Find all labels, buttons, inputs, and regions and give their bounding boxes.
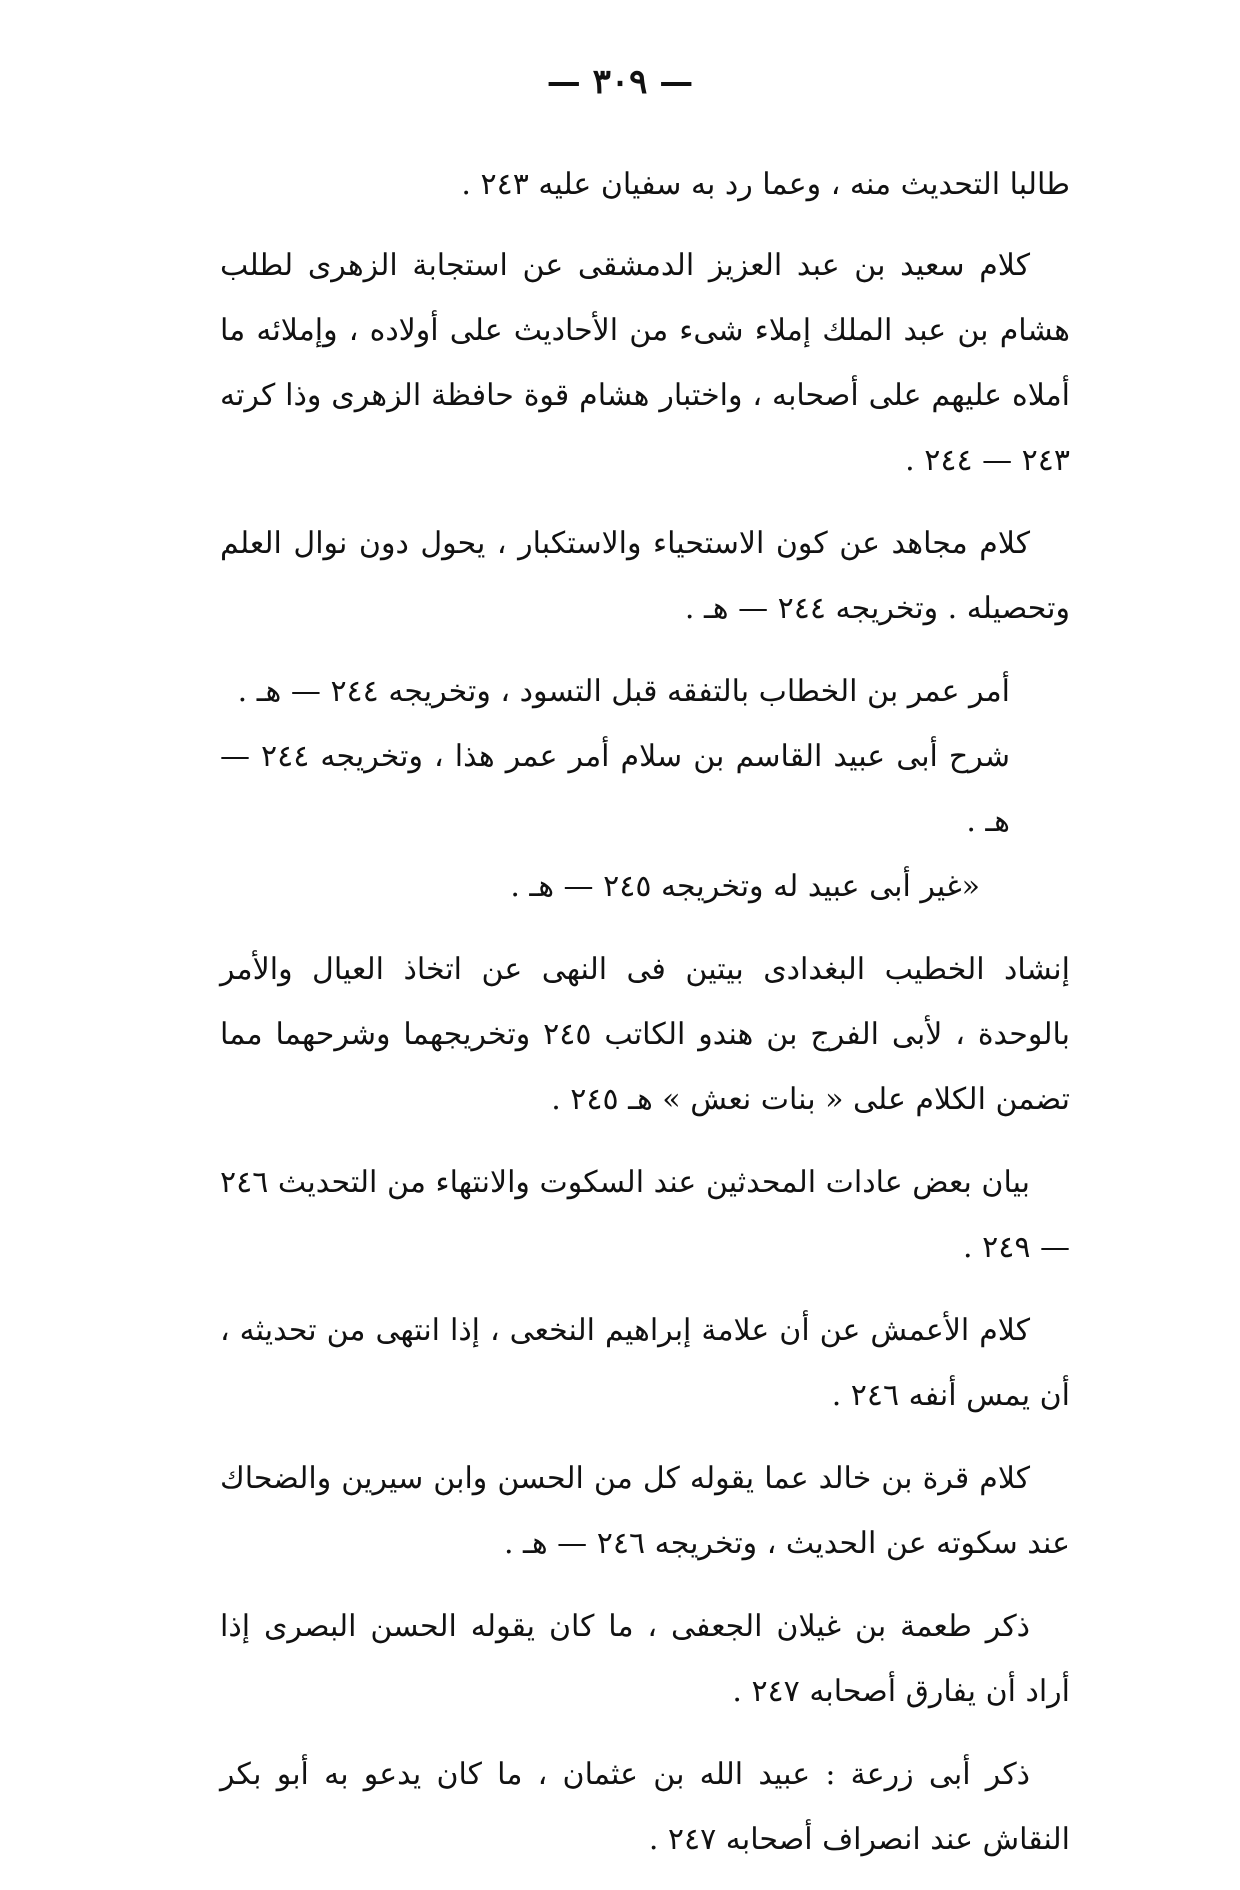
entry-amash: كلام الأعمش عن أن علامة إبراهيم النخعى ، إذا انتهى من تحديثه ، أن يمس أنفه ٢٤٦ .: [220, 1313, 1070, 1413]
entry-abu-zura: ذكر أبى زرعة : عبيد الله بن عثمان ، ما كان يدعو به أبو بكر النقاش عند انصراف أصحابه ٢٤٧ .: [220, 1757, 1070, 1857]
entry-other-than-abu-ubaid: «غير أبى عبيد له وتخريجه ٢٤٥ — هـ .: [510, 869, 980, 904]
entry-mujahid: كلام مجاهد عن كون الاستحياء والاستكبار ، يحول دون نوال العلم وتحصيله . وتخريجه ٢٤٤ — هـ .: [220, 526, 1070, 626]
entry-abu-ubaid: شرح أبى عبيد القاسم بن سلام أمر عمر هذا ، وتخريجه ٢٤٤ — هـ .: [220, 739, 1010, 839]
page-number: — ٣٠٩ —: [546, 62, 694, 102]
entry-muhaddithin-habits: بيان بعض عادات المحدثين عند السكوت والانتهاء من التحديث ٢٤٦ — ٢٤٩ .: [220, 1165, 1070, 1265]
entry-umar: أمر عمر بن الخطاب بالتفقه قبل التسود ، وتخريجه ٢٤٤ — هـ .: [237, 674, 1010, 709]
entry-said-zuhri: كلام سعيد بن عبد العزيز الدمشقى عن استجابة الزهرى لطلب هشام بن عبد الملك إملاء شىء من الأحاديث على أولاده ، وإملائه ما أملاه عليهم على أصحابه ، واختبار هشام قوة حافظة الزهرى وذا كرته ٢٤٣ — ٢٤٤ .: [220, 248, 1070, 478]
index-entries: [220, 152, 1070, 1890]
entry-continuation: طالبا التحديث منه ، وعما رد به سفيان عليه ٢٤٣ .: [461, 167, 1070, 202]
entry-qurra: كلام قرة بن خالد عما يقوله كل من الحسن وابن سيرين والضحاك عند سكوته عن الحديث ، وتخريجه ٢٤٦ — هـ .: [220, 1461, 1070, 1561]
entry-khatib-verses: إنشاد الخطيب البغدادى بيتين فى النهى عن اتخاذ العيال والأمر بالوحدة ، لأبى الفرج بن هندو الكاتب ٢٤٥ وتخريجهما وشرحهما مما تضمن الكلام على « بنات نعش » هـ ٢٤٥ .: [220, 952, 1070, 1117]
entry-tuma: ذكر طعمة بن غيلان الجعفى ، ما كان يقوله الحسن البصرى إذا أراد أن يفارق أصحابه ٢٤٧ .: [220, 1609, 1070, 1709]
